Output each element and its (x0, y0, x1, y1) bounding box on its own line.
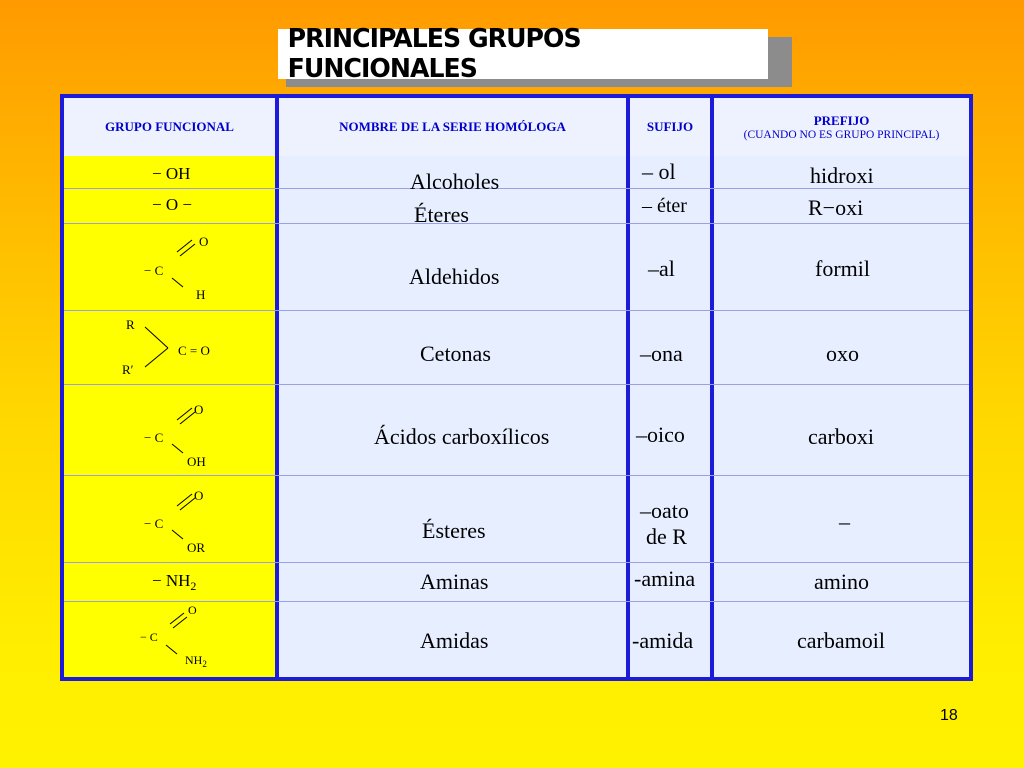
amide-nh2 (185, 653, 207, 668)
header-grupo-funcional (64, 98, 275, 156)
header-grupo-label: GRUPO FUNCIONAL (105, 119, 234, 134)
nombre-eteres: Éteres (414, 202, 469, 227)
prefijo-oxo: oxo (826, 341, 859, 366)
nombre-aminas: Aminas (420, 569, 489, 594)
prefijo-ester: – (839, 509, 850, 534)
acid-c: − C (144, 430, 164, 445)
acid-oh: OH (187, 454, 206, 469)
group-ether: − O − (152, 195, 192, 214)
header-sufijo-label: SUFIJO (646, 119, 694, 134)
page-title: PRINCIPALES GRUPOS FUNCIONALES (278, 29, 768, 79)
amide-nh: NH (185, 653, 203, 667)
row-divider (64, 562, 969, 563)
sufijo-amida: -amida (632, 628, 694, 653)
nombre-cetonas: Cetonas (420, 341, 491, 366)
group-nh2 (152, 571, 196, 591)
header-nombre-label: NOMBRE DE LA SERIE HOMÓLOGA (339, 119, 566, 134)
sufijo-ol: – ol (642, 159, 676, 184)
column-sufijo-body (630, 156, 710, 677)
group-oh: − OH (152, 164, 191, 183)
header-nombre-serie (279, 98, 626, 156)
ester-o: O (194, 488, 204, 503)
amide-subscript: 2 (202, 659, 207, 669)
prefijo-amino: amino (814, 569, 869, 594)
group-nh2-subscript: 2 (190, 579, 197, 593)
prefijo-carbamoil: carbamoil (797, 628, 885, 653)
ester-or: OR (187, 540, 206, 555)
nombre-amidas: Amidas (420, 628, 489, 653)
sufijo-oato: –oato (640, 498, 689, 523)
row-divider (64, 223, 969, 224)
aldehyde-o: O (199, 234, 209, 249)
ester-c: − C (144, 516, 164, 531)
amide-o: O (188, 603, 197, 617)
ketone-c-eq-o: C = O (178, 343, 210, 358)
sufijo-al: –al (648, 256, 675, 281)
amide-c: − C (140, 630, 158, 644)
row-divider (64, 475, 969, 476)
prefijo-hidroxi: hidroxi (810, 163, 874, 188)
prefijo-formil: formil (815, 256, 870, 281)
ketone-r: R (126, 317, 135, 332)
sufijo-de-r: de R (646, 524, 687, 549)
header-prefijo-label: PREFIJO (813, 113, 870, 128)
nombre-alcoholes: Alcoholes (410, 169, 500, 194)
row-divider (64, 310, 969, 311)
sufijo-eter: – éter (642, 195, 687, 217)
prefijo-r-oxi: R−oxi (808, 195, 864, 220)
header-prefijo (714, 98, 969, 156)
acid-o: O (194, 402, 204, 417)
group-nh2-base: − NH (152, 571, 191, 590)
sufijo-ona: –ona (640, 341, 683, 366)
nombre-acidos: Ácidos carboxílicos (374, 424, 550, 449)
column-nombre-body (279, 156, 626, 677)
aldehyde-h: H (196, 287, 206, 302)
ketone-r-prime: R′ (122, 362, 134, 377)
prefijo-carboxi: carboxi (808, 424, 874, 449)
sufijo-amina: -amina (634, 566, 696, 591)
header-prefijo-note: (CUANDO NO ES GRUPO PRINCIPAL) (743, 129, 940, 141)
aldehyde-c: − C (144, 263, 164, 278)
sufijo-oico: –oico (636, 422, 685, 447)
nombre-aldehidos: Aldehidos (409, 264, 500, 289)
header-sufijo (630, 98, 710, 156)
nombre-esteres: Ésteres (422, 518, 486, 543)
page-number: 18 (940, 707, 958, 724)
column-prefijo-body (714, 156, 969, 677)
